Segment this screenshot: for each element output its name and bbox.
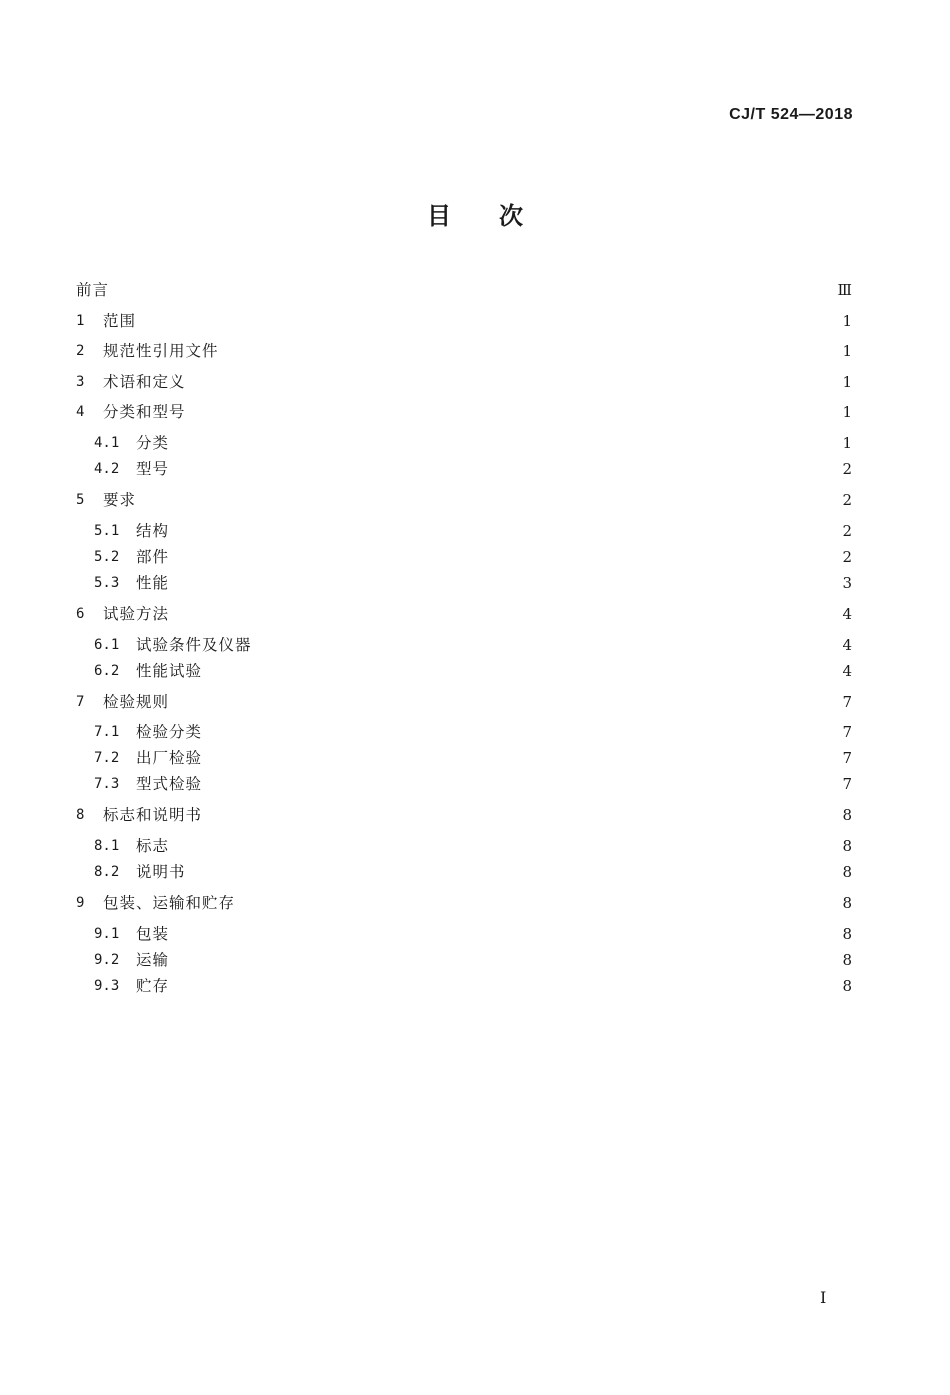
toc-leader-dots xyxy=(177,834,838,858)
toc-entry-title: 出厂检验 xyxy=(136,749,203,767)
toc-leader-dots xyxy=(194,370,838,394)
toc-entry-page: 8 xyxy=(842,925,852,943)
toc-entry-page: 4 xyxy=(842,662,852,680)
toc-entry[interactable] xyxy=(94,571,852,595)
toc-entry-page: 7 xyxy=(842,775,852,793)
toc-leader-dots xyxy=(144,488,838,512)
toc-leader-dots xyxy=(177,922,838,946)
toc-entry-page: 1 xyxy=(842,403,852,421)
toc-entry[interactable] xyxy=(94,545,852,569)
toc-entry-title: 检验规则 xyxy=(103,693,170,711)
toc-entry[interactable] xyxy=(94,974,852,998)
toc-entry[interactable] xyxy=(76,309,852,333)
toc-entry-number: 9.1 xyxy=(94,926,120,942)
toc-entry[interactable] xyxy=(94,659,852,683)
toc-entry-number: 4 xyxy=(76,404,85,420)
toc-entry[interactable] xyxy=(94,834,852,858)
toc-entry-title: 结构 xyxy=(136,522,170,540)
toc-entry[interactable] xyxy=(94,922,852,946)
toc-entry-title: 规范性引用文件 xyxy=(103,342,219,360)
toc-entry-number: 1 xyxy=(76,313,85,329)
toc-entry-number: 5.1 xyxy=(94,523,120,539)
toc-entry-number: 9.2 xyxy=(94,952,120,968)
toc-leader-dots xyxy=(210,772,838,796)
toc-entry-number: 9.3 xyxy=(94,978,120,994)
toc-entry-title: 分类和型号 xyxy=(103,403,186,421)
toc-entry-number: 9 xyxy=(76,895,85,911)
toc-entry-page: 8 xyxy=(842,863,852,881)
toc-entry-title: 术语和定义 xyxy=(103,373,186,391)
toc-entry-title: 型号 xyxy=(136,460,170,478)
toc-entry[interactable] xyxy=(94,431,852,455)
toc-entry-title: 包装、运输和贮存 xyxy=(103,894,236,912)
toc-entry-page: 2 xyxy=(842,522,852,540)
toc-leader-dots xyxy=(177,571,838,595)
toc-leader-dots xyxy=(177,545,838,569)
toc-entry[interactable] xyxy=(94,720,852,744)
toc-entry-title: 运输 xyxy=(136,951,170,969)
toc-entry-number: 5.3 xyxy=(94,575,120,591)
toc-entry-page: 4 xyxy=(842,636,852,654)
toc-entry-page: 2 xyxy=(842,460,852,478)
toc-leader-dots xyxy=(177,457,838,481)
toc-entry-title: 包装 xyxy=(136,925,170,943)
toc-entry-number: 8.2 xyxy=(94,864,120,880)
toc-entry-page: 7 xyxy=(842,693,852,711)
toc-entry-number: 7.3 xyxy=(94,776,120,792)
toc-entry-page: 7 xyxy=(842,723,852,741)
toc-entry[interactable] xyxy=(76,400,852,424)
toc-leader-dots xyxy=(260,633,838,657)
toc-entry-number: 4.2 xyxy=(94,461,120,477)
toc-entry-title: 前言 xyxy=(76,281,110,299)
toc-leader-dots xyxy=(177,519,838,543)
toc-entry-page: Ⅲ xyxy=(837,281,852,299)
toc-entry[interactable] xyxy=(94,948,852,972)
toc-entry-page: 1 xyxy=(842,373,852,391)
toc-entry-page: 4 xyxy=(842,605,852,623)
toc-entry-number: 7 xyxy=(76,694,85,710)
toc-entry-title: 试验条件及仪器 xyxy=(136,636,252,654)
toc-entry[interactable] xyxy=(76,370,852,394)
toc-entry-number: 6.1 xyxy=(94,637,120,653)
toc-entry-title: 标志和说明书 xyxy=(103,806,203,824)
toc-leader-dots xyxy=(117,278,834,302)
toc-entry-number: 5 xyxy=(76,492,85,508)
toc-entry-number: 7.2 xyxy=(94,750,120,766)
toc-entry[interactable] xyxy=(94,457,852,481)
toc-entry-number: 6 xyxy=(76,606,85,622)
toc-entry-page: 2 xyxy=(842,548,852,566)
toc-entry-number: 4.1 xyxy=(94,435,120,451)
toc-entry-number: 6.2 xyxy=(94,663,120,679)
toc-entry-page: 3 xyxy=(842,574,852,592)
toc-entry-title: 范围 xyxy=(103,312,137,330)
toc-entry-page: 8 xyxy=(842,894,852,912)
toc-entry-title: 标志 xyxy=(136,837,170,855)
toc-entry[interactable] xyxy=(94,519,852,543)
toc-entry[interactable] xyxy=(76,602,852,626)
toc-entry[interactable] xyxy=(76,803,852,827)
page-number: I xyxy=(820,1288,827,1307)
toc-entry-title: 试验方法 xyxy=(103,605,170,623)
toc-entry-title: 性能 xyxy=(136,574,170,592)
toc-entry[interactable] xyxy=(94,633,852,657)
toc-entry-page: 8 xyxy=(842,837,852,855)
toc-entry-page: 8 xyxy=(842,977,852,995)
toc-entry-page: 8 xyxy=(842,951,852,969)
toc-entry-page: 2 xyxy=(842,491,852,509)
toc-entry-page: 1 xyxy=(842,434,852,452)
toc-leader-dots xyxy=(144,309,838,333)
toc-entry-title: 分类 xyxy=(136,434,170,452)
toc-leader-dots xyxy=(177,948,838,972)
toc-entry-title: 贮存 xyxy=(136,977,170,995)
toc-entry[interactable] xyxy=(76,488,852,512)
page-title: 目次 xyxy=(427,202,571,230)
toc-entry[interactable] xyxy=(94,772,852,796)
toc-entry-title: 部件 xyxy=(136,548,170,566)
toc-entry[interactable] xyxy=(76,339,852,363)
toc-entry[interactable] xyxy=(76,690,852,714)
toc-leader-dots xyxy=(194,860,838,884)
toc-entry-title: 要求 xyxy=(103,491,137,509)
toc-entry-number: 8.1 xyxy=(94,838,120,854)
toc-entry-title: 性能试验 xyxy=(136,662,203,680)
toc-entry-page: 7 xyxy=(842,749,852,767)
toc-leader-dots xyxy=(210,659,838,683)
toc-entry-title: 型式检验 xyxy=(136,775,203,793)
toc-entry-number: 7.1 xyxy=(94,724,120,740)
toc-leader-dots xyxy=(177,974,838,998)
standard-code: CJ/T 524—2018 xyxy=(729,106,853,123)
toc-entry[interactable] xyxy=(94,860,852,884)
toc-entry-number: 2 xyxy=(76,343,85,359)
toc-entry[interactable] xyxy=(76,278,852,302)
toc-leader-dots xyxy=(243,891,838,915)
toc-leader-dots xyxy=(194,400,838,424)
toc-entry[interactable] xyxy=(76,891,852,915)
toc-entry-number: 8 xyxy=(76,807,85,823)
toc-entry-title: 检验分类 xyxy=(136,723,203,741)
toc-leader-dots xyxy=(177,431,838,455)
toc-leader-dots xyxy=(210,720,838,744)
toc-leader-dots xyxy=(177,602,838,626)
toc-entry-page: 1 xyxy=(842,312,852,330)
toc-entry-page: 1 xyxy=(842,342,852,360)
toc-leader-dots xyxy=(177,690,838,714)
toc-leader-dots xyxy=(227,339,838,363)
toc-entry-number: 5.2 xyxy=(94,549,120,565)
toc-entry-title: 说明书 xyxy=(136,863,186,881)
toc-leader-dots xyxy=(210,803,838,827)
toc-entry-page: 8 xyxy=(842,806,852,824)
toc-entry[interactable] xyxy=(94,746,852,770)
toc-entry-number: 3 xyxy=(76,374,85,390)
toc-leader-dots xyxy=(210,746,838,770)
